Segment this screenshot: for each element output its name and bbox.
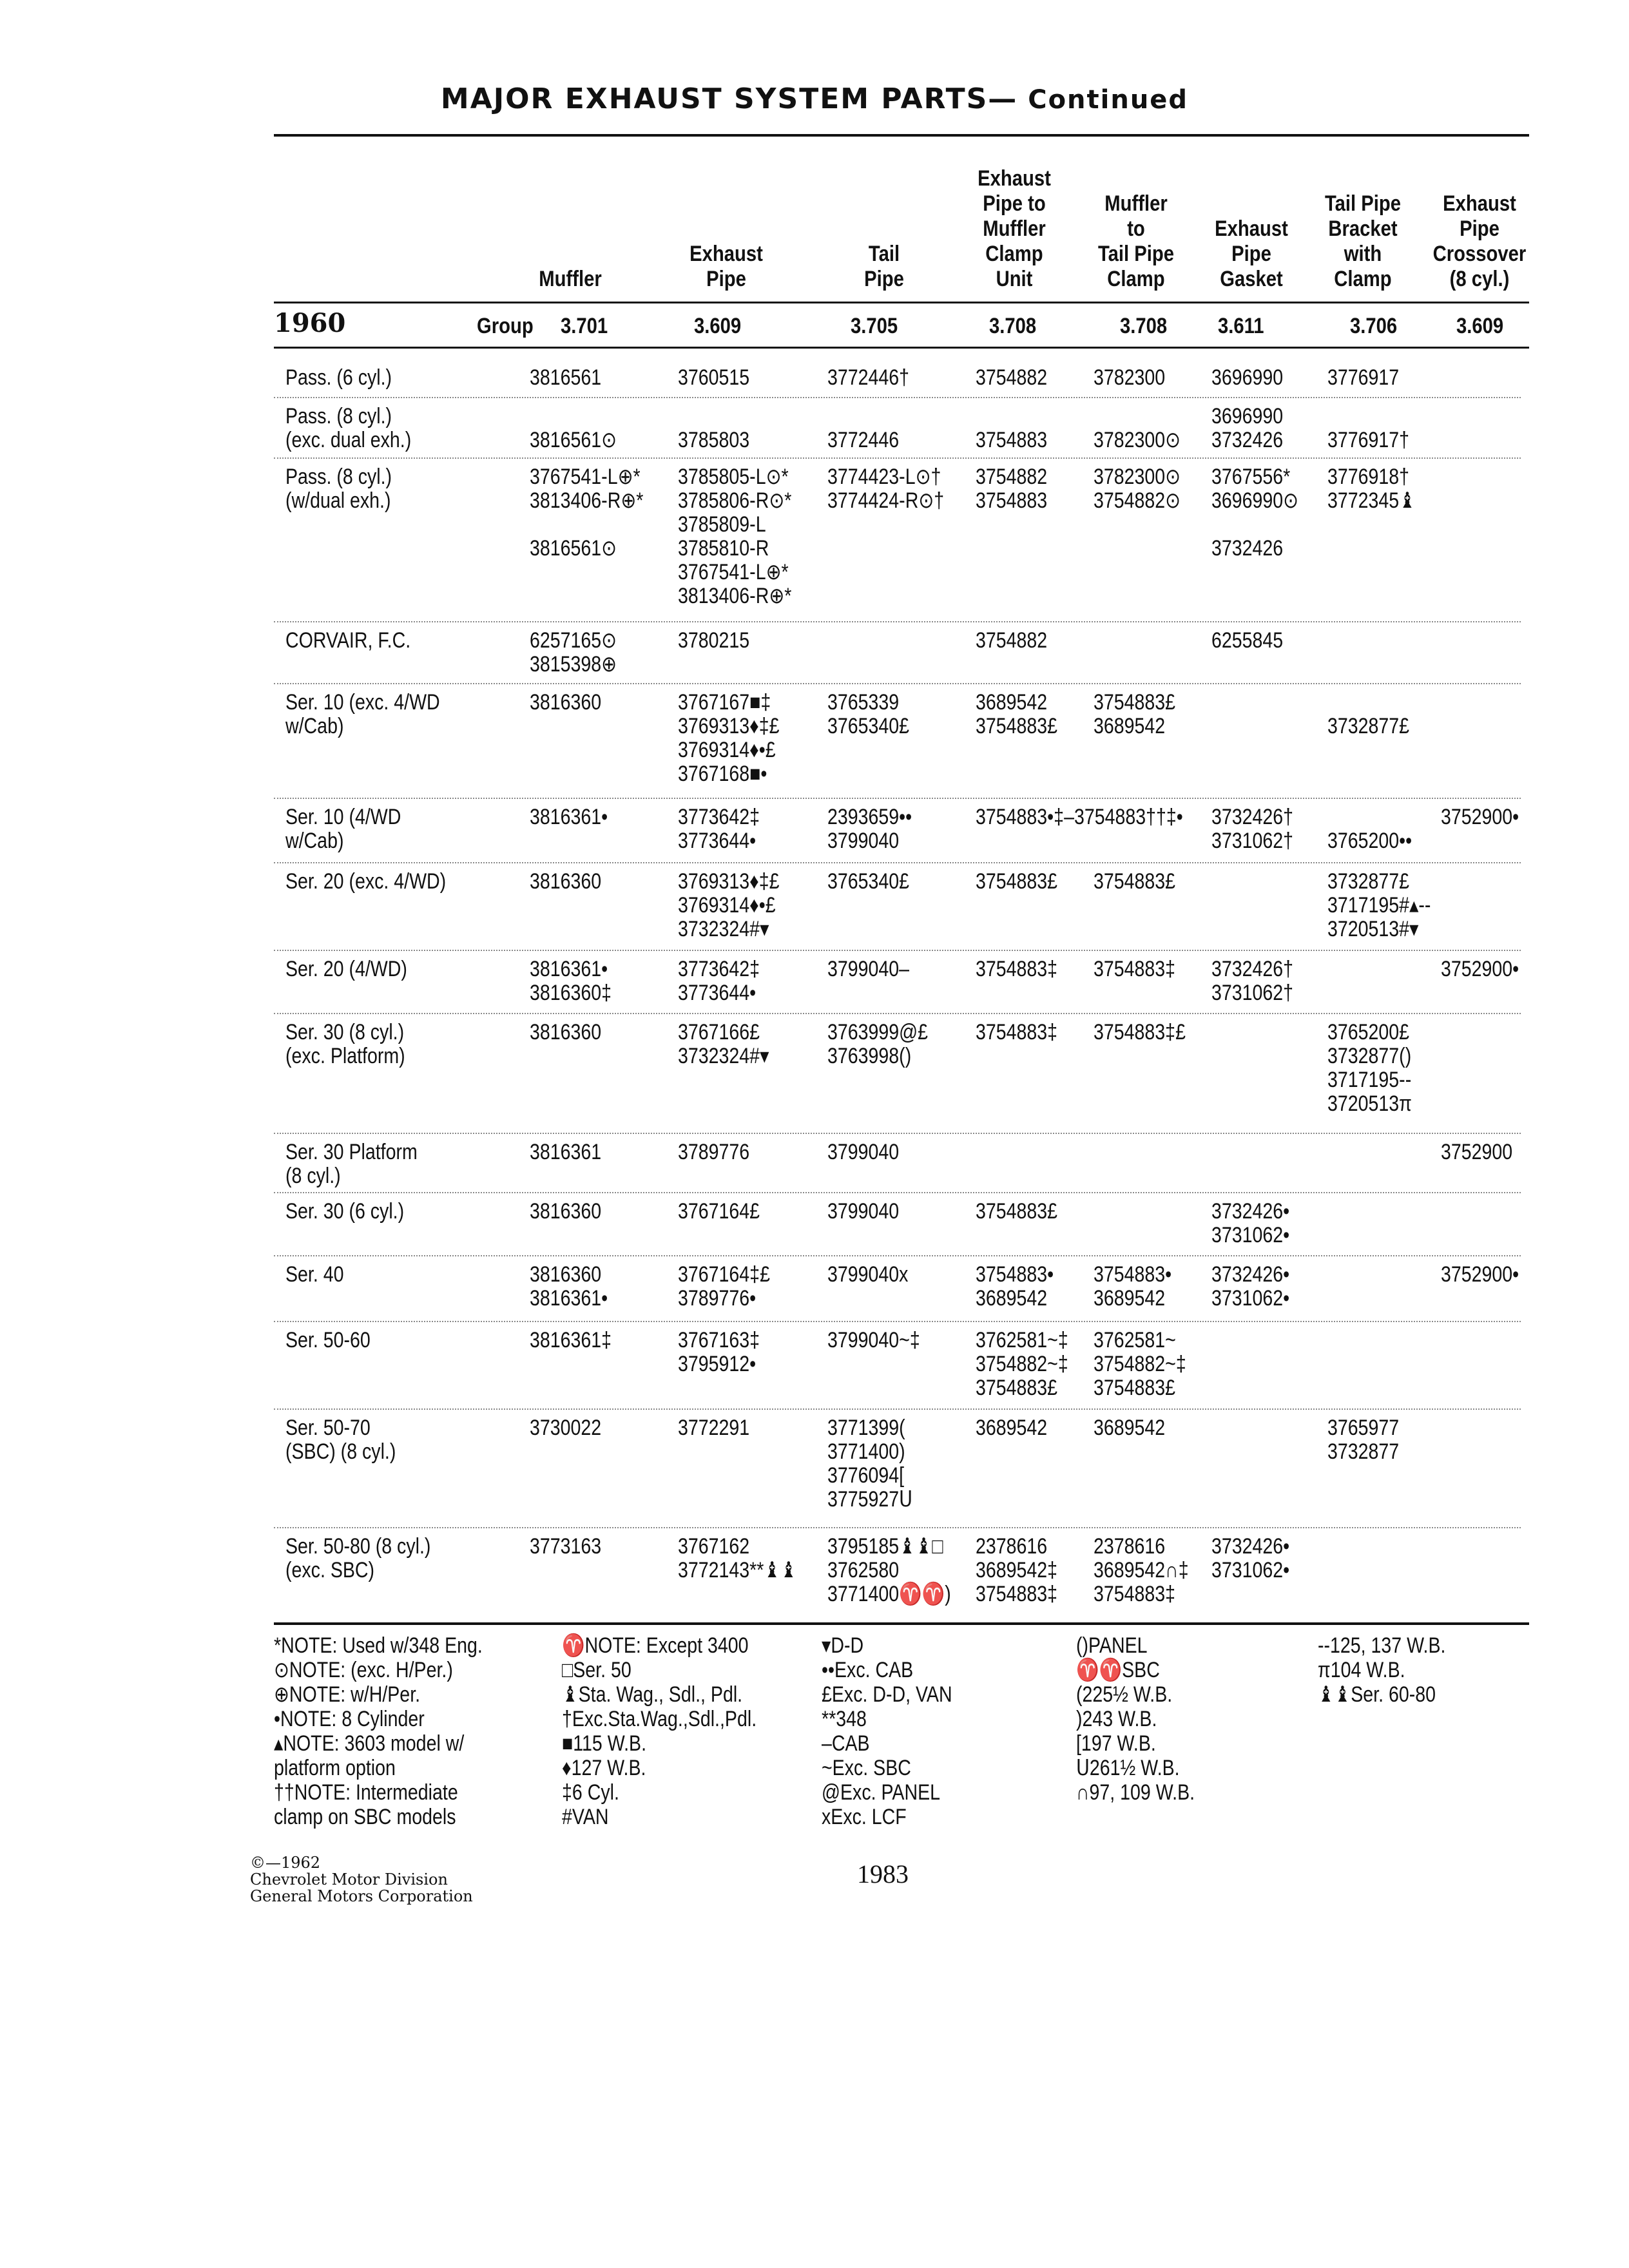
- footnote-column: ♈NOTE: Except 3400 □Ser. 50 ♝Sta. Wag., Sdl., Pdl. †Exc.Sta.Wag.,Sdl.,Pdl. ■115 W.B. ♦127 W.B. ‡6 Cyl. #VAN: [562, 1633, 757, 1829]
- cell-muffler: 3767541-L⊕* 3813406-R⊕* 3816561⊙: [530, 465, 644, 561]
- cell-muffler: 3816360: [530, 690, 602, 715]
- group-number: 3.609: [1456, 314, 1504, 338]
- cell-tail-pipe: 3795185♝♝□ 3762580 3771400♈♈): [827, 1534, 951, 1606]
- cell-tail-pipe: 3799040: [827, 1140, 900, 1164]
- cell-gasket: 3732426• 3731062•: [1211, 1534, 1290, 1582]
- row-separator: [274, 862, 1521, 863]
- cell-crossover: 3752900•: [1441, 1262, 1519, 1287]
- footnote-column: *NOTE: Used w/348 Eng. ⊙NOTE: (exc. H/Per.) ⊕NOTE: w/H/Per. •NOTE: 8 Cylinder ▴NOTE: 3603 model w/ platform option ††NOTE: Intermediate clamp on SBC models: [274, 1633, 483, 1829]
- cell-clamp-unit: 3689542: [976, 1416, 1048, 1440]
- row-separator: [274, 1133, 1521, 1134]
- cell-muffler: 3816361‡: [530, 1328, 612, 1352]
- cell-muffler: 3816561⊙: [530, 428, 617, 452]
- cell-clamp-unit: 3754883‡: [976, 957, 1058, 981]
- page-number: 1983: [857, 1860, 909, 1888]
- model-label: Ser. 50-70 (SBC) (8 cyl.): [285, 1416, 396, 1464]
- cell-exhaust-pipe: 3773642‡ 3773644•: [678, 957, 760, 1005]
- cell-muffler-tp-clamp: 3754883‡£: [1094, 1020, 1186, 1044]
- group-number: 3.706: [1350, 314, 1398, 338]
- cell-muffler: 3816360 3816361•: [530, 1262, 608, 1311]
- cell-gasket: 3732426† 3731062†: [1211, 805, 1294, 853]
- cell-clamp-unit: 3754883£: [976, 1199, 1058, 1224]
- cell-tail-pipe: 3799040~‡: [827, 1328, 920, 1352]
- cell-exhaust-pipe: 3769313♦‡£ 3769314♦•£ 3732324#▾: [678, 869, 780, 941]
- title-continued: Continued: [1017, 85, 1189, 115]
- cell-gasket: 3767556* 3696990⊙ 3732426: [1211, 465, 1299, 561]
- cell-clamp-unit: 3762581~‡ 3754882~‡ 3754883£: [976, 1328, 1068, 1400]
- page-title: [0, 82, 1629, 115]
- cell-gasket: 3732426• 3731062•: [1211, 1199, 1290, 1247]
- cell-muffler-tp-clamp: 3689542: [1094, 1416, 1166, 1440]
- model-label: CORVAIR, F.C.: [285, 628, 411, 653]
- column-header-exhaust-pipe: Exhaust Pipe: [689, 242, 763, 291]
- row-separator: [274, 457, 1521, 459]
- cell-muffler: 3816360: [530, 1199, 602, 1224]
- cell-clamp-unit: 3754883: [976, 428, 1048, 452]
- cell-tail-pipe: 3799040: [827, 1199, 900, 1224]
- model-label: Ser. 50-60: [285, 1328, 371, 1352]
- cell-exhaust-pipe: 3785803: [678, 428, 750, 452]
- group-number: 3.609: [694, 314, 742, 338]
- cell-muffler-tp-clamp: 3762581~ 3754882~‡ 3754883£: [1094, 1328, 1186, 1400]
- cell-tail-pipe: 3774423-L⊙† 3774424-R⊙†: [827, 465, 945, 513]
- group-number: 3.701: [561, 314, 608, 338]
- cell-exhaust-pipe: 3767166£ 3732324#▾: [678, 1020, 769, 1068]
- group-number: 3.611: [1218, 314, 1264, 338]
- cell-muffler-tp-clamp: 3782300: [1094, 365, 1166, 390]
- cell-muffler: 3816361: [530, 1140, 602, 1164]
- year-label: 1960: [274, 308, 346, 338]
- row-separator: [274, 397, 1521, 398]
- cell-gasket: 3696990 3732426: [1211, 404, 1284, 452]
- table-bottom-rule: [274, 1622, 1529, 1625]
- row-separator: [274, 683, 1521, 684]
- cell-exhaust-pipe: 3767162 3772143**♝♝: [678, 1534, 797, 1582]
- cell-clamp-unit: 3754883• 3689542: [976, 1262, 1054, 1311]
- column-header-bracket: Tail Pipe Bracket with Clamp: [1324, 191, 1402, 291]
- group-number: 3.705: [851, 314, 898, 338]
- cell-tail-pipe: 3765340£: [827, 869, 910, 894]
- cell-crossover: 3752900: [1441, 1140, 1513, 1164]
- model-label: Ser. 20 (4/WD): [285, 957, 407, 981]
- model-label: Pass. (8 cyl.) (w/dual exh.): [285, 465, 392, 513]
- cell-crossover: 3752900•: [1441, 957, 1519, 981]
- footnote-column: --125, 137 W.B. π104 W.B. ♝♝Ser. 60-80: [1318, 1633, 1446, 1707]
- cell-gasket: 6255845: [1211, 628, 1284, 653]
- column-header-muffler-tp-clamp: Muffler to Tail Pipe Clamp: [1097, 191, 1175, 291]
- cell-muffler-tp-clamp: 3782300⊙ 3754882⊙: [1094, 465, 1181, 513]
- cell-exhaust-pipe: 3767167■‡ 3769313♦‡£ 3769314♦•£ 3767168■•: [678, 690, 780, 786]
- cell-exhaust-pipe: 3767164‡£ 3789776•: [678, 1262, 770, 1311]
- cell-muffler: 3816360: [530, 1020, 602, 1044]
- row-separator: [274, 1192, 1521, 1193]
- cell-muffler: 3730022: [530, 1416, 602, 1440]
- cell-bracket: 3776918† 3772345♝: [1327, 465, 1416, 513]
- cell-clamp-unit: 3754883£: [976, 869, 1058, 894]
- cell-exhaust-pipe: 3789776: [678, 1140, 750, 1164]
- header-rule: [274, 302, 1529, 303]
- title-main: MAJOR EXHAUST SYSTEM PARTS—: [440, 82, 1018, 115]
- cell-tail-pipe: 3799040x: [827, 1262, 909, 1287]
- cell-tail-pipe: 3772446: [827, 428, 900, 452]
- cell-crossover: 3752900•: [1441, 805, 1519, 829]
- cell-exhaust-pipe: 3780215: [678, 628, 750, 653]
- cell-clamp-unit: 3754882: [976, 365, 1048, 390]
- column-header-clamp-unit: Exhaust Pipe to Muffler Clamp Unit: [978, 166, 1051, 291]
- cell-tail-pipe: 3763999@£ 3763998(): [827, 1020, 929, 1068]
- model-label: Ser. 10 (exc. 4/WD w/Cab): [285, 690, 440, 738]
- row-separator: [274, 1255, 1521, 1256]
- column-header-gasket: Exhaust Pipe Gasket: [1215, 216, 1288, 291]
- cell-muffler-tp-clamp: 2378616 3689542∩‡ 3754883‡: [1094, 1534, 1189, 1606]
- column-header-tail-pipe: Tail Pipe: [864, 242, 904, 291]
- row-separator: [274, 1321, 1521, 1322]
- title-rule: [274, 134, 1529, 137]
- cell-muffler-tp-clamp: 3754883£ 3689542: [1094, 690, 1176, 738]
- cell-bracket: 3776917: [1327, 365, 1400, 390]
- cell-exhaust-pipe: 3785805-L⊙* 3785806-R⊙* 3785809-L 3785810-R 3767541-L⊕* 3813406-R⊕*: [678, 465, 792, 608]
- group-label: Group: [477, 314, 534, 338]
- row-separator: [274, 1013, 1521, 1014]
- cell-exhaust-pipe: 3760515: [678, 365, 750, 390]
- cell-clamp-unit: 3754883•‡–3754883††‡•: [976, 805, 1183, 829]
- cell-muffler: 3816361• 3816360‡: [530, 957, 612, 1005]
- cell-bracket: 3776917†: [1327, 428, 1410, 452]
- model-label: Pass. (6 cyl.): [285, 365, 392, 390]
- cell-muffler: 3816561: [530, 365, 602, 390]
- cell-gasket: 3732426• 3731062•: [1211, 1262, 1290, 1311]
- cell-bracket: 3765200£ 3732877() 3717195-- 3720513π: [1327, 1020, 1412, 1116]
- footnote-column: ()PANEL ♈♈SBC (225½ W.B. )243 W.B. [197 W.B. ᑌ261½ W.B. ∩97, 109 W.B.: [1076, 1633, 1195, 1805]
- cell-bracket: 3765200••: [1327, 829, 1412, 853]
- model-label: Ser. 40: [285, 1262, 344, 1287]
- cell-muffler-tp-clamp: 3754883• 3689542: [1094, 1262, 1172, 1311]
- model-label: Pass. (8 cyl.) (exc. dual exh.): [285, 404, 412, 452]
- cell-exhaust-pipe: 3767163‡ 3795912•: [678, 1328, 760, 1376]
- cell-exhaust-pipe: 3772291: [678, 1416, 750, 1440]
- model-label: Ser. 50-80 (8 cyl.) (exc. SBC): [285, 1534, 431, 1582]
- row-separator: [274, 950, 1521, 951]
- cell-tail-pipe: 3765339 3765340£: [827, 690, 910, 738]
- group-rule: [274, 347, 1529, 349]
- cell-gasket: 3732426† 3731062†: [1211, 957, 1294, 1005]
- row-separator: [274, 621, 1521, 622]
- cell-muffler-tp-clamp: 3754883£: [1094, 869, 1176, 894]
- cell-tail-pipe: 3772446†: [827, 365, 910, 390]
- cell-clamp-unit: 2378616 3689542‡ 3754883‡: [976, 1534, 1058, 1606]
- footnote-column: ▾D-D ••Exc. CAB £Exc. D-D, VAN **348 –CAB ~Exc. SBC @Exc. PANEL xExc. LCF: [822, 1633, 952, 1829]
- model-label: Ser. 20 (exc. 4/WD): [285, 869, 447, 894]
- copyright-notice: ©—1962 Chevrolet Motor Division General Motors Corporation: [250, 1854, 473, 1905]
- cell-bracket: 3765977 3732877: [1327, 1416, 1400, 1464]
- cell-muffler: 3773163: [530, 1534, 602, 1559]
- cell-bracket: 3732877£: [1327, 714, 1410, 738]
- cell-muffler-tp-clamp: 3782300⊙: [1094, 428, 1181, 452]
- column-header-muffler: Muffler: [539, 267, 602, 291]
- row-separator: [274, 1527, 1521, 1528]
- cell-clamp-unit: 3754882 3754883: [976, 465, 1048, 513]
- cell-clamp-unit: 3754882: [976, 628, 1048, 653]
- row-separator: [274, 1408, 1521, 1410]
- model-label: Ser. 10 (4/WD w/Cab): [285, 805, 401, 853]
- column-header-crossover: Exhaust Pipe Crossover (8 cyl.): [1432, 191, 1527, 291]
- cell-tail-pipe: 3799040–: [827, 957, 910, 981]
- cell-tail-pipe: 3771399( 3771400) 3776094[ 3775927ᑌ: [827, 1416, 913, 1512]
- model-label: Ser. 30 (6 cyl.): [285, 1199, 405, 1224]
- model-label: Ser. 30 (8 cyl.) (exc. Platform): [285, 1020, 405, 1068]
- cell-clamp-unit: 3754883‡: [976, 1020, 1058, 1044]
- cell-muffler: 6257165⊙ 3815398⊕: [530, 628, 617, 677]
- cell-muffler: 3816361•: [530, 805, 608, 829]
- group-number: 3.708: [989, 314, 1037, 338]
- cell-muffler: 3816360: [530, 869, 602, 894]
- row-separator: [274, 798, 1521, 799]
- cell-tail-pipe: 2393659•• 3799040: [827, 805, 912, 853]
- cell-bracket: 3732877£ 3717195#▴-- 3720513#▾: [1327, 869, 1431, 941]
- model-label: Ser. 30 Platform (8 cyl.): [285, 1140, 418, 1188]
- cell-gasket: 3696990: [1211, 365, 1284, 390]
- cell-exhaust-pipe: 3773642‡ 3773644•: [678, 805, 760, 853]
- cell-clamp-unit: 3689542 3754883£: [976, 690, 1058, 738]
- cell-exhaust-pipe: 3767164£: [678, 1199, 760, 1224]
- cell-muffler-tp-clamp: 3754883‡: [1094, 957, 1176, 981]
- group-number: 3.708: [1120, 314, 1168, 338]
